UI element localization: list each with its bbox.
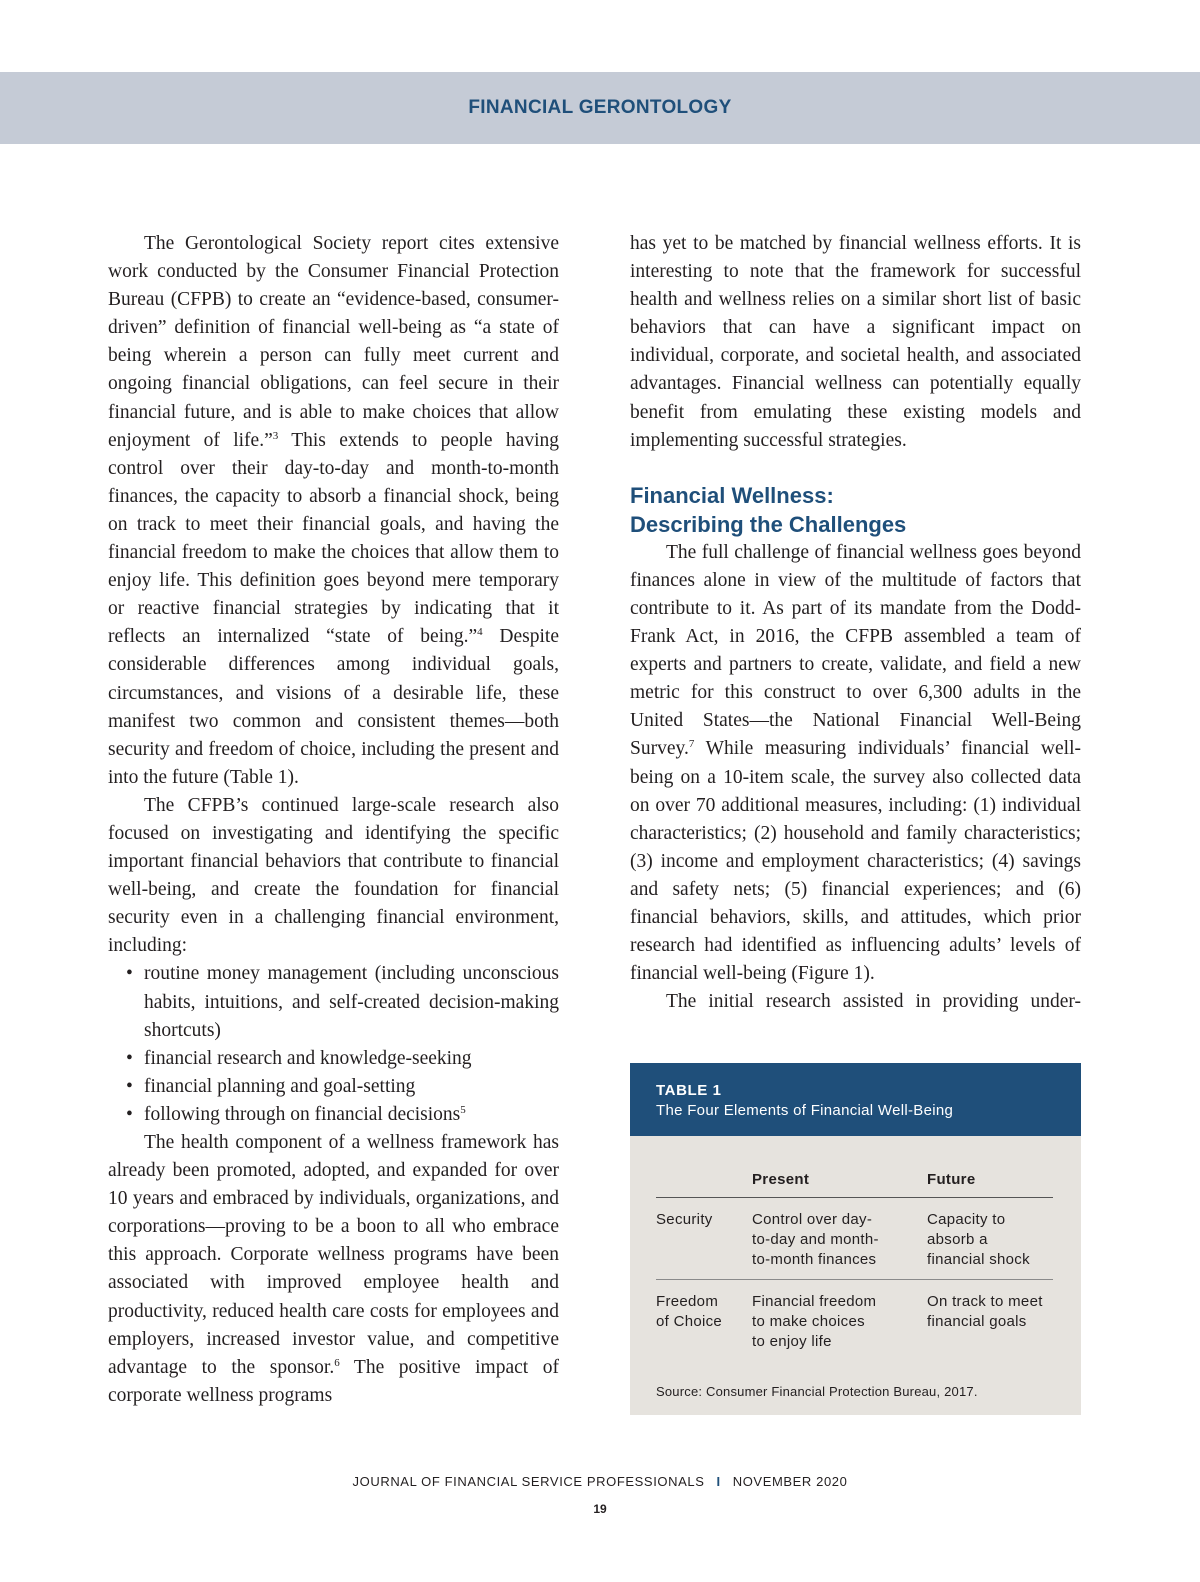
column-header: Future <box>927 1171 976 1188</box>
footer-separator: I <box>716 1474 721 1489</box>
list-item: • routine money management (including unconscious habits, intuitions, and self-created decision-making shortcuts) <box>108 960 559 1044</box>
column-header: Present <box>752 1171 810 1188</box>
table-column-headers <box>656 1170 1053 1198</box>
running-header-title: FINANCIAL GERONTOLOGY <box>468 97 732 118</box>
paragraph: has yet to be matched by financial wellness efforts. It is interesting to note that the framework for successful health and wellness relies on a similar short list of basic behaviors that can have a significant impact on individual, corporate, and societal health, and associated advantages. Financial wellness can potentially equally benefit from emulating these existing models and implementing successful strategies. <box>630 233 1081 451</box>
footnote-ref: 6 <box>334 1356 340 1369</box>
section-heading: Financial Wellness: Describing the Challenges <box>630 482 907 537</box>
left-column <box>108 230 559 1410</box>
paragraph: The Gerontological Society report cites extensive work conducted by the Consumer Financial Protection Bureau (CFPB) to create an “evidence-based, consumer-driven” definition of financial well-being as “a state of being wherein a person can fully meet current and ongoing financial obligations, can feel secure in their financial future, and is able to make choices that allow enjoyment of life.”$^3$ This extends to people having control over their day-to-day and month-to-month finances, the capacity to absorb a financial shock, being on track to meet their financial goals, and having the financial freedom to make the choices that allow them to enjoy life. This definition goes beyond mere temporary or reactive financial strategies by indicating that it reflects an internalized “state of being.”$^4$ Despite considerable differences among individual goals, circumstances, and visions of a desirable life, these manifest two common and consistent themes—both security and freedom of choice, including the present and into the future (Table 1). <box>108 233 559 788</box>
column-header <box>656 1170 752 1190</box>
paragraph: The CFPB’s continued large-scale research also focused on investigating and identifying the specific important financial behaviors that contribute to financial well-being, and create the foundation for financial security even in a challenging financial environment, including: <box>108 794 559 957</box>
list-item: • following through on financial decisions$^5$ <box>108 1101 559 1129</box>
footnote-ref: 3 <box>272 429 279 442</box>
page-number: 19 <box>593 1502 607 1516</box>
paragraph: The initial research assisted in providing under- <box>666 991 1081 1013</box>
table-header <box>630 1063 1081 1136</box>
bullet-icon: • <box>126 963 133 985</box>
table-cell: Control over day- to-day and month- to-month finances <box>752 1211 879 1268</box>
footnote-ref: 4 <box>477 626 483 639</box>
table-cell: On track to meet financial goals <box>927 1293 1043 1330</box>
bullet-icon: • <box>126 1103 133 1125</box>
list-item: • financial research and knowledge-seeking <box>108 1045 559 1073</box>
behavior-list <box>108 960 559 1129</box>
issue-date: NOVEMBER 2020 <box>732 1474 848 1489</box>
footnote-ref: 7 <box>688 738 695 751</box>
table-row <box>656 1280 1053 1362</box>
list-item: • financial planning and goal-setting <box>108 1073 559 1101</box>
table-cell: Capacity to absorb a financial shock <box>927 1211 1030 1268</box>
table-row <box>656 1198 1053 1280</box>
table-caption: The Four Elements of Financial Well-Being <box>656 1102 954 1119</box>
bullet-icon: • <box>126 1075 133 1097</box>
paragraph: The health component of a wellness framework has already been promoted, adopted, and expanded for over 10 years and embraced by individuals, organizations, and corporations—proving to be a boon to all who embrace this approach. Corporate wellness programs have been associated with improved employee health and productivity, reduced health care costs for employees and employers, increased investor value, and competitive advantage to the sponsor.$^6$ The positive impact of corporate wellness programs <box>108 1132 559 1406</box>
row-label: Security <box>656 1211 713 1228</box>
paragraph: The full challenge of financial wellness goes beyond finances alone in view of the multitude of factors that contribute to it. As part of its mandate from the Dodd-Frank Act, in 2016, the CFPB assembled a team of experts and partners to create, validate, and field a new metric for this construct to over 6,300 adults in the United States—the National Financial Well-Being Survey.$^7$ While measuring individuals’ financial well-being on a 10-item scale, the survey also collected data on over 70 additional measures, including: (1) individual characteristics; (2) household and family characteristics; (3) income and employment characteristics; (4) savings and safety nets; (5) financial experiences; and (6) financial behaviors, skills, and attitudes, which prior research had identified as influencing adults’ levels of financial well-being (Figure 1). <box>630 541 1081 985</box>
row-label: Freedom of Choice <box>656 1293 723 1330</box>
footnote-ref: 5 <box>460 1103 466 1116</box>
bullet-icon: • <box>126 1047 133 1069</box>
table-body <box>630 1136 1081 1402</box>
table-cell: Financial freedom to make choices to enjoy life <box>752 1293 877 1350</box>
right-column <box>630 230 1081 1016</box>
running-footer <box>0 1474 1200 1489</box>
journal-name: JOURNAL OF FINANCIAL SERVICE PROFESSIONALS <box>352 1474 705 1489</box>
table-number: TABLE 1 <box>656 1082 722 1099</box>
running-header-band <box>0 72 1200 144</box>
table-source: Source: Consumer Financial Protection Bureau, 2017. <box>656 1384 978 1399</box>
table-1 <box>630 1063 1081 1415</box>
